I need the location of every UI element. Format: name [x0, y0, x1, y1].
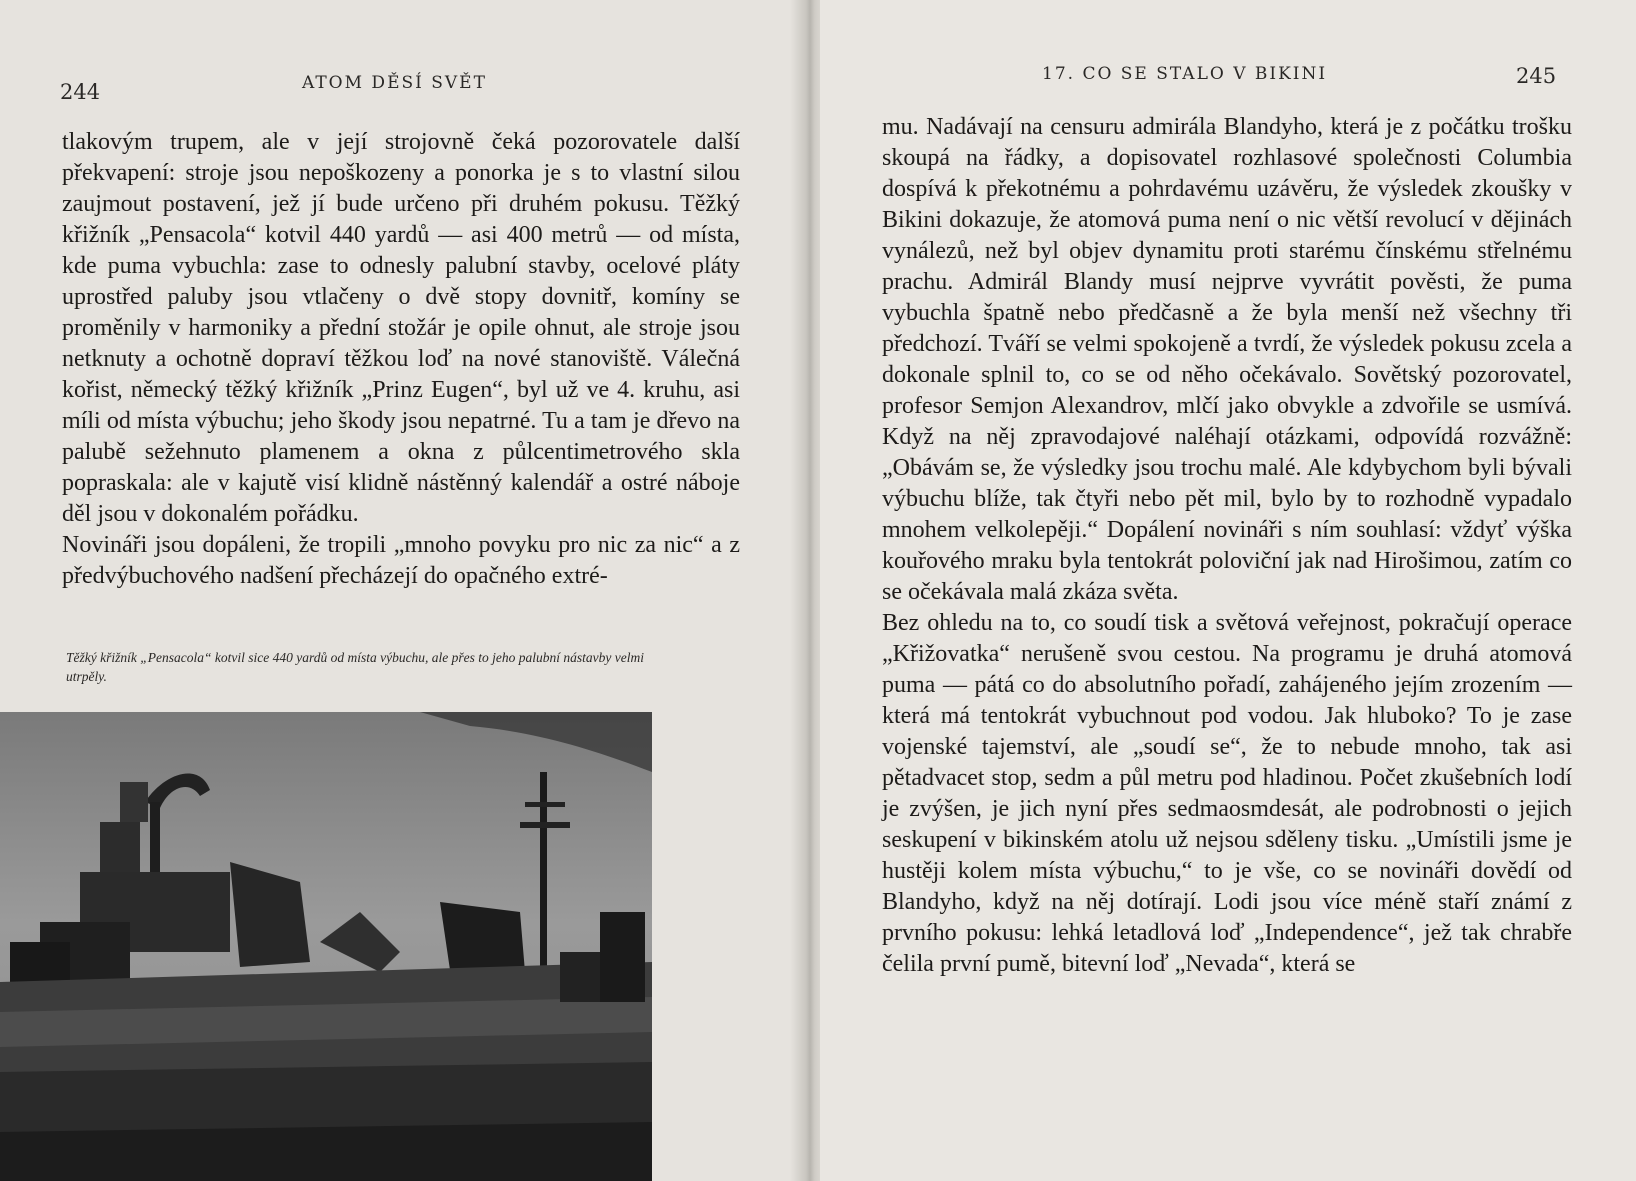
right-body-text	[882, 112, 1572, 980]
photo-caption: Těžký křižník „Pensacola“ kotvil sice 440 yardů od místa výbuchu, ale přes to jeho palubní nástavby velmi utrpěly.	[66, 650, 645, 684]
cruiser-photo-graphic	[0, 712, 652, 1181]
paragraph: mu. Nadávají na censuru admirála Blandyho, která je z počátku trošku skoupá na řádky, a dopisovatel rozhlasové společnosti Columbia dospívá k překotnému a pohrdavému uzávěru, že výsledek zkoušky v Bikini dokazuje, že atomová puma není o nic větší revolucí v dějinách vynálezů, než byl objev dynamitu proti starému čínskému střelnému prachu. Admirál Blandy musí nejprve vyvrátit pověsti, že puma vybuchla špatně nebo předčasně a že byla menší než všechny tři předchozí. Tváří se velmi spokojeně a tvrdí, že výsledek pokusu zcela a dokonale splnil to, co se od něho očekávalo. Sovětský pozorovatel, profesor Semjon Alexandrov, mlčí jako obvykle a zdvořile se usmívá. Když na něj zpravodajové naléhají otázkami, odpovídá rozvážně: „Obávám se, že výsledky jsou trochu malé. Ale kdybychom byli bývali výbuchu blíže, tak čtyři nebo pět mil, bylo by to rozhodně vypadalo mnohem velkolepěji.“ Dopálení novináři s ním souhlasí: vždyť výška kouřového mraku byla tentokrát poloviční jak nad Hirošimou, zatím co se očekávala malá zkáza světa.	[882, 114, 1572, 605]
left-body-text	[62, 127, 740, 592]
cruiser-photo	[0, 712, 652, 1181]
paragraph: tlakovým trupem, ale v její strojovně čeká pozorovatele další překvapení: stroje jsou nepoškozeny a ponorka je s to vlastní silou zaujmout postavení, jež jí bude určeno při druhém pokusu. Těžký křižník „Pensacola“ kotvil 440 yardů — asi 400 metrů — od místa, kde puma vybuchla: zase to odnesly palubní stavby, ocelové pláty uprostřed paluby jsou vtlačeny o dvě stopy dovnitř, komíny se proměnily v harmoniky a přední stožár je opile ohnut, ale stroje jsou netknuty a ochotně dopraví těžkou loď na nové stanoviště. Válečná kořist, německý těžký křižník „Prinz Eugen“, byl už ve 4. kruhu, asi míli od místa výbuchu; jeho škody jsou nepatrné. Tu a tam je dřevo na palubě sežehnuto plamenem a okna z půlcentimetrového skla popraskala: ale v kajutě visí klidně nástěnný kalendář a ostré náboje děl jsou v dokonalém pořádku.	[62, 129, 740, 527]
page-number-left: 244	[60, 80, 101, 104]
page-number-right: 245	[1516, 64, 1557, 88]
right-page	[820, 0, 1636, 1181]
paragraph: Novináři jsou dopáleni, že tropili „mnoho povyku pro nic za nic“ a z předvýbuchového nadšení přecházejí do opačného extré-	[62, 532, 740, 589]
left-page	[0, 0, 800, 1181]
running-head-left: ATOM DĚSÍ SVĚT	[302, 73, 487, 93]
paragraph: Bez ohledu na to, co soudí tisk a světová veřejnost, pokračují operace „Křižovatka“ nerušeně svou cestou. Na programu je druhá atomová puma — pátá co do absolutního pořadí, zahájeného jejím zrozením — která má tentokrát vybuchnout pod vodou. Jak hluboko? To je zase vojenské tajemství, ale „soudí se“, že to nebude mnoho, tak asi pětadvacet stop, sedm a půl metru pod hladinou. Počet zkušebních lodí je zvýšen, je jich nyní přes sedmaosmdesát, ale podrobnosti o jejich seskupení v bikinském atolu už nejsou sděleny tisku. „Umístili jsme je hustěji kolem místa výbuchu,“ to je vše, co se novináři dovědí od Blandyho, když na něj dotírají. Lodi jsou více méně staří známí z prvního pokusu: lehká letadlová loď „Independence“, jež tak chrabře čelila první pumě, bitevní loď „Nevada“, která se	[882, 610, 1572, 977]
running-head-right: 17. CO SE STALO V BIKINI	[1042, 64, 1328, 84]
